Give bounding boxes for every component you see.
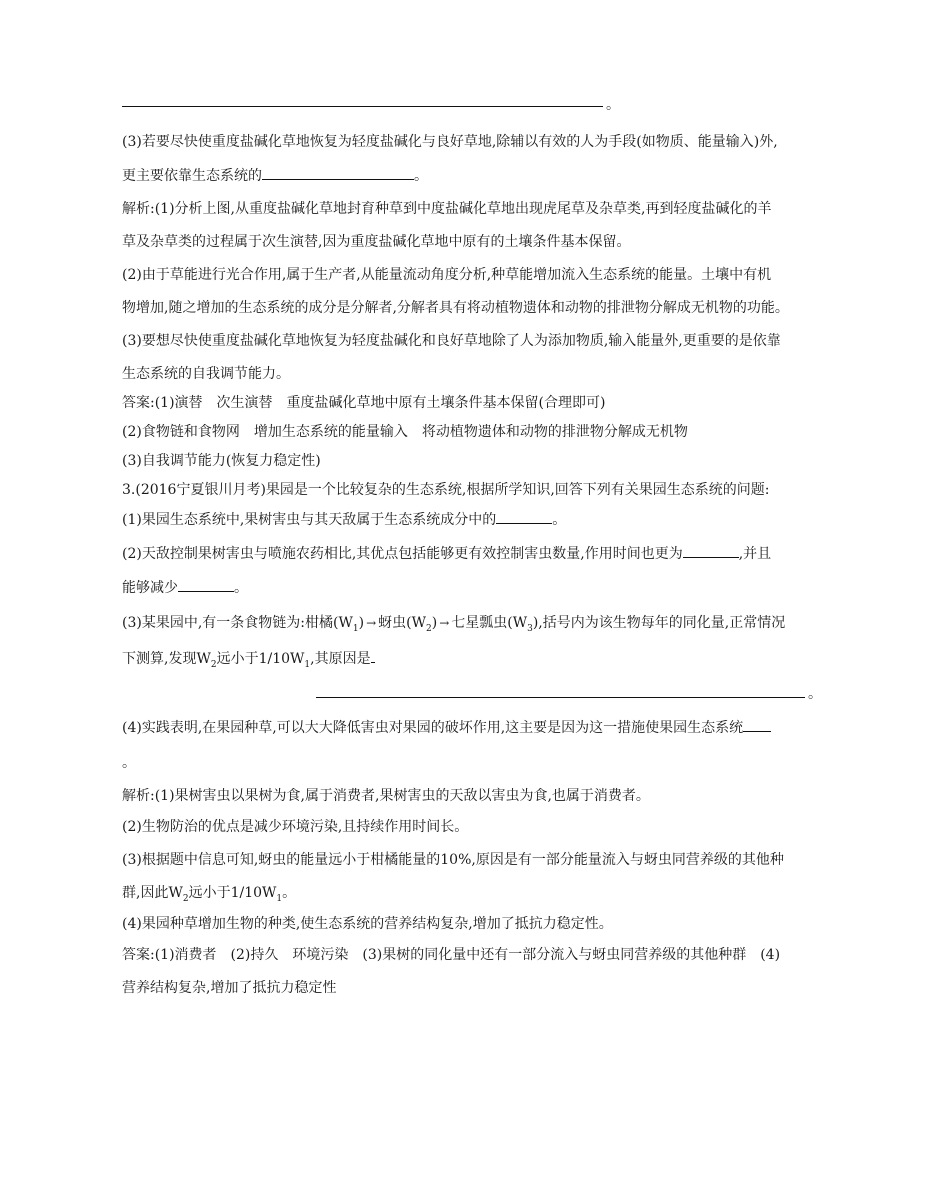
question-3-part-2-line2: 能够减少 。 [122,576,822,600]
analysis-2-p1-line1: 解析:(1)分析上图,从重度盐碱化草地封育种草到中度盐碱化草地出现虎尾草及杂草类,再到轻度盐碱化的羊 [122,201,772,217]
answer-blank [178,576,234,592]
arrow-icon: → [439,616,450,630]
document-page [122,96,822,1000]
analysis-3-line2: (2)生物防治的优点是减少环境污染,且持续作用时间长。 [122,819,469,835]
answer-2-line1: 答案:(1)演替 次生演替 重度盐碱化草地中原有土壤条件基本保留(合理即可) [122,395,606,411]
answer-blank [683,542,739,558]
question-3-part-3-line2: 下测算,发现$W_2$远小于$1/10W_1$,其原因是 [122,647,822,671]
answer-3-line2: 营养结构复杂,增加了抵抗力稳定性 [122,980,337,996]
analysis-3-line1: 解析:(1)果树害虫以果树为食,属于消费者,果树害虫的天敌以害虫为食,也属于消费者。 [122,788,650,804]
question-2-part-3: (3)若要尽快使重度盐碱化草地恢复为轻度盐碱化与良好草地,除辅以有效的人为手段(如物质、能量输入)外, [122,134,778,150]
arrow-icon: → [366,616,377,630]
analysis-2-p2-line1: (2)由于草能进行光合作用,属于生产者,从能量流动角度分析,种草能增加流入生态系统的能量。土壤中有机 [122,267,772,283]
analysis-2-p3-line2: 生态系统的自我调节能力。 [122,366,290,382]
analysis-3-line3: (3)根据题中信息可知,蚜虫的能量远小于柑橘能量的10%,原因是有一部分能量流入与蚜虫同营养级的其他种 [122,852,784,868]
question-3-part-2: (2)天敌控制果树害虫与喷施农药相比,其优点包括能够更有效控制害虫数量,作用时间也更为 ,并且 [122,542,822,566]
analysis-2-p1-line2: 草及杂草类的过程属于次生演替,因为重度盐碱化草地中原有的土壤条件基本保留。 [122,234,631,250]
question-3-stem: 3.(2016宁夏银川月考)果园是一个比较复杂的生态系统,根据所学知识,回答下列有关果园生态系统的问题: [122,482,770,498]
question-3-part-3-line3: 。 [122,683,822,706]
answer-blank [743,716,771,732]
answer-blank [262,164,414,180]
answer-blank [122,106,603,107]
answer-blank [496,508,552,524]
period: 。 [606,97,620,113]
answer-blank [316,697,805,698]
answer-line-top [122,96,822,113]
question-3-part-3: (3)某果园中,有一条食物链为:柑橘$(W_1)$ → 蚜虫$(W_2)$ → 七星瓢虫$(W_3)$,括号内为该生物每年的同化量,正常情况 [122,615,786,634]
answer-2-line2: (2)食物链和食物网 增加生态系统的能量输入 将动植物遗体和动物的排泄物分解成无机物 [122,424,688,440]
answer-3-line1: 答案:(1)消费者 (2)持久 环境污染 (3)果树的同化量中还有一部分流入与蚜虫同营养级的其他种群 (4) [122,947,781,963]
analysis-2-p3-line1: (3)要想尽快使重度盐碱化草地恢复为轻度盐碱化和良好草地除了人为添加物质,输入能量外,更重要的是依靠 [122,333,781,349]
analysis-3-line5: (4)果园种草增加生物的种类,使生态系统的营养结构复杂,增加了抵抗力稳定性。 [122,916,613,932]
question-2-part-3-line2: 更主要依靠生态系统的 。 [122,164,822,188]
question-3-part-1: (1)果园生态系统中,果树害虫与其天敌属于生态系统成分中的 。 [122,508,822,532]
question-3-part-4: (4)实践表明,在果园种草,可以大大降低害虫对果园的破坏作用,这主要是因为这一措施使果园生态系统 [122,716,822,740]
answer-blank [371,647,375,663]
analysis-2-p2-line2: 物增加,随之增加的生态系统的成分是分解者,分解者具有将动植物遗体和动物的排泄物分解成无机物的功能。 [122,300,789,316]
analysis-3-line4: 群,因此$W_2$远小于$1/10W_1$。 [122,885,297,904]
question-3-part-4-line2: 。 [122,755,136,771]
answer-2-line3: (3)自我调节能力(恢复力稳定性) [122,453,321,469]
